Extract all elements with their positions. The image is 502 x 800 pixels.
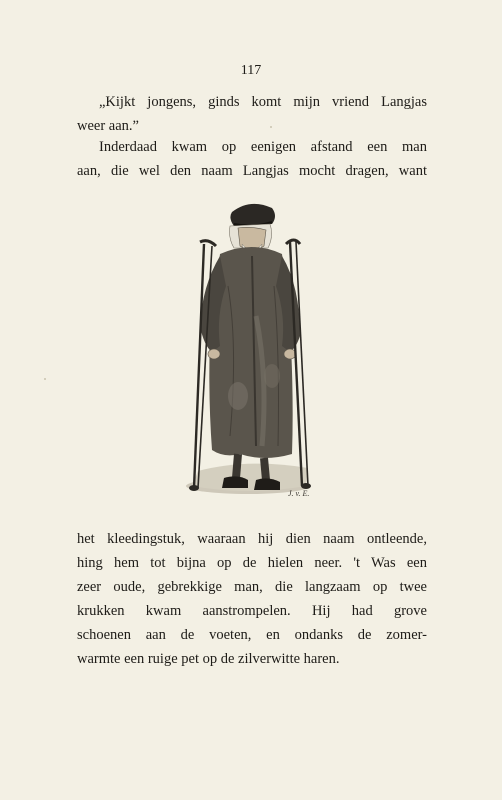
text-line: warmte een ruige pet op de zilverwitte haren. [77, 651, 340, 667]
text-line: zeer oude, gebrekkige man, die langzaam op twee [77, 579, 427, 595]
paper-spot [270, 126, 272, 128]
text-line: weer aan.” [77, 118, 139, 134]
text-line: schoenen aan de voeten, en ondanks de zomer- [77, 627, 427, 643]
text-line: Inderdaad kwam op eenigen afstand een man [99, 139, 427, 155]
text-line: het kleedingstuk, waaraan hij dien naam ontleende, [77, 531, 427, 547]
paper-spot [44, 378, 46, 380]
text-line: krukken kwam aanstrompelen. Hij had grove [77, 603, 427, 619]
paragraph-3 [77, 527, 427, 671]
text-line: „Kijkt jongens, ginds komt mijn vriend Langjas [99, 94, 427, 110]
text-line: hing hem tot bijna op de hielen neer. 't Was een [77, 555, 427, 571]
text-line: aan, die wel den naam Langjas mocht dragen, want [77, 163, 427, 179]
illustrator-signature: J. v. E. [288, 489, 310, 498]
paragraph-2 [77, 135, 427, 183]
paragraph-1 [77, 90, 427, 138]
old-man-on-crutches-illustration [168, 196, 328, 514]
page-number: 117 [240, 63, 262, 78]
